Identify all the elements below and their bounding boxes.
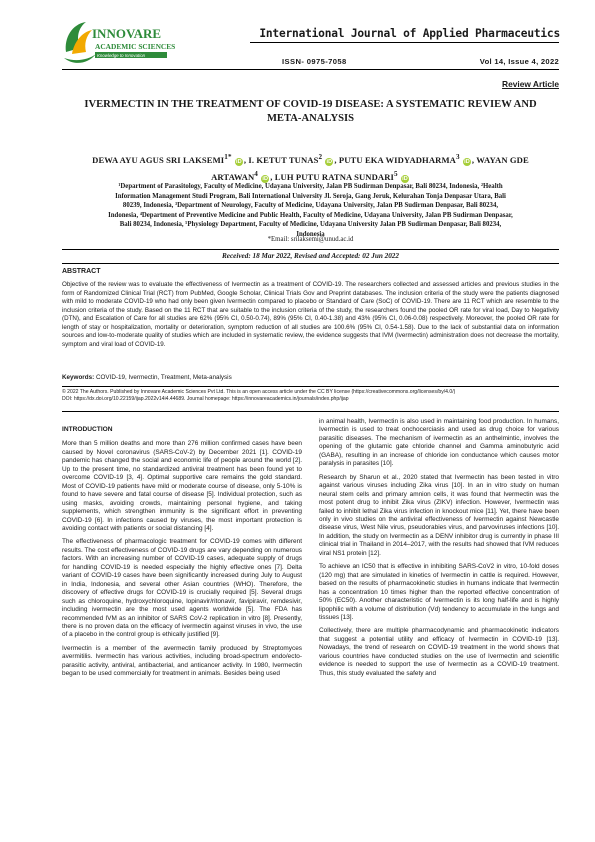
authors-line-1 — [62, 150, 559, 167]
body-paragraph: To achieve an IC50 that is effective in inhibiting SARS-CoV2 in vitro, 10-fold doses (120 mg) that are simulated in kinetics of Ivermectin in cattle is required. However, based on the results of pharmacokinetic studies in humans indicate that Ivermectin has a concentration 10 times higher than the reported effective concentration of 50% (EC50). Another characteristic of Ivermectin is its long half-life and is highly lipophilic with a volume of distribution (Vd) tendency to accumulate in the lungs and tissues [13]. — [319, 563, 559, 621]
author-list — [62, 150, 559, 184]
keywords — [62, 374, 559, 381]
author-name: , WAYAN GDE — [471, 154, 529, 165]
body-paragraph: Collectively, there are multiple pharmacodynamic and pharmacokinetic indicators that suggest a potential utility and efficacy of Ivermectin in COVID-19 [13]. Nowadays, the trend of research on COVID-19 treatment in the world shows that various countries have conducted studies on the use of Ivermectin and scientific evidence is needed to support the use of Ivermectin as a COVID-19 treatment. Thus, this study evaluated the safety and — [319, 627, 559, 677]
affiliations — [62, 182, 559, 240]
orcid-icon[interactable]: iD — [464, 158, 470, 165]
author-sup: 3 — [455, 153, 460, 161]
divider — [62, 411, 559, 412]
author-sup: 1* — [224, 153, 232, 161]
article-type: Review Article — [502, 79, 559, 89]
author-name: , I. KETUT TUNAS — [243, 154, 319, 165]
doi-line[interactable]: DOI: https://dx.doi.org/10.22159/ijap.2022v14i4.44689. Journal homepage: https://innovareacademics.in/journals/index.php/ijap — [62, 396, 349, 403]
divider — [62, 263, 559, 264]
journal-title: International Journal of Applied Pharmaceutics — [259, 27, 560, 40]
affiliation-line: Information Management Studi Program, Bali International University Jl. Seroja, Gang Jeruk, Kelurahan Tonja Denpasar Utara, Bali — [115, 192, 506, 200]
body-column-left — [62, 426, 302, 684]
affiliation-line: Indonesia — [296, 230, 325, 238]
paper-title — [62, 98, 559, 126]
divider — [62, 386, 559, 387]
author-sup: 5 — [393, 169, 398, 178]
license-line[interactable]: © 2022 The Authors. Published by Innovare Academic Sciences Pvt Ltd. This is an open access article under the CC BY license (https://creativecommons.org/licenses/by/4.0/) — [62, 389, 456, 395]
affiliation-line: 80239, Indonesia, ³Department of Neurology, Faculty of Medicine, Udayana University, Jalan PB Sudirman Denpasar, Bali 80234, — [122, 202, 499, 210]
orcid-icon[interactable]: iD — [236, 158, 242, 165]
body-paragraph: Research by Sharun et al., 2020 stated that Ivermectin has been tested in vitro against various viruses including Zika virus [10]. In an in vitro study on human neural stem cells and primary amnion cells, it was found that Ivermectin was the most potent drug to inhibit Zika virus (ZIKV) infection. However, Ivermectin was failed to inhibit lethal Zika virus infection in knockout mice [11]. Yet, there have been only in vivo studies on the antiviral effectiveness of Ivermectin against Newcastle disease virus, West Nile virus, pseudorabies virus, and parvoviruses infections [10]. In addition, the study on Ivermectin as a DENV inhibitor drug is currently in phase III clinical trial in Thailand in 2014–2017, with the results had showed that IVM reduces viral NS1 protein [12]. — [319, 473, 559, 557]
header-divider-2 — [62, 69, 559, 70]
orcid-icon[interactable]: iD — [402, 175, 408, 182]
logo-name: INNOVARE — [92, 26, 162, 41]
license-notice — [62, 389, 559, 403]
header-divider — [250, 42, 559, 43]
author-name: , LUH PUTU RATNA SUNDARI — [270, 171, 394, 182]
orcid-icon[interactable]: iD — [326, 158, 333, 165]
section-heading-introduction: INTRODUCTION — [62, 426, 113, 433]
volume-issue: Vol 14, Issue 4, 2022 — [479, 57, 559, 66]
affiliation-line: ¹Department of Parasitology, Faculty of Medicine, Udayana University, Jalan PB Sudirman Denpasar, Bali 80234, Indonesia, ²Health — [118, 183, 503, 190]
issn: ISSN- 0975-7058 — [282, 57, 347, 66]
body-paragraph: Ivermectin is a member of the avermectin family produced by Streptomyces avermitilis. Ivermectin has various activities, including broad-spectrum endo/ecto-parasitic activity, antiviral, antibacterial, and anticancer activity. In 1980, Ivermectin began to be used commercially for treatment in animals. Besides being used — [62, 644, 302, 678]
author-sup: 4 — [254, 169, 258, 178]
journal-logo[interactable] — [62, 18, 180, 70]
keywords-label: Keywords: — [62, 374, 95, 381]
abstract-heading: ABSTRACT — [62, 268, 101, 275]
corresponding-email[interactable]: *Email: srilaksemi@unud.ac.id — [267, 236, 354, 243]
innovare-logo-icon — [62, 18, 180, 70]
author-name: , PUTU EKA WIDYADHARMA — [334, 154, 456, 165]
title-line-1: IVERMECTIN IN THE TREATMENT OF COVID-19 DISEASE: A SYSTEMATIC REVIEW AND — [84, 99, 537, 110]
abstract-text: Objective of the review was to evaluate the effectiveness of Ivermectin as a treatment of COVID-19. The researchers collected and assessed articles and previous studies in the form of Randomized Clinical Trial (RCT) from PubMed, Google Scholar, Clinical Trials Gov and Preprint databases. The inclusion criteria of the study were the patients diagnosed with mild to moderate COVID-19 who had only been given Ivermectin compared to placebo or Standard of Care (SoC) of COVID-19. There are 11 RCT which are resemble to the inclusion criteria of the study. Based on the 11 RCT that are suitable to the inclusion criteria of the study, the researchers found the pooled OR rate for viral load, Day to Negativity (DTN), and Escalation of Care for all studies are 62% (95% CI, 0.50-0.74), 89% (95% CI, 0.40-1.38) and 43% (95% CI, 0.06-0.08) respectively. Moreover, the pooled OR rate for length of stay or hospitalization, mortality or deterioration, symptom reduction of all studies are 100.6% (95% CI, 0.54-1.58). Due to the lack of substantial data on information sources and low-to-moderate quality of studies which are included in systematic review, the evidence suggests that IVM (Ivermectin) administration does not decrease the mortality, symptom and viral load of COVID-19. — [62, 281, 559, 348]
affiliation-line: Bali 80234, Indonesia, ⁵Physiology Department, Faculty of Medicine, Udayana University Jalan PB Sudirman Denpasar, Bali 80234, — [119, 221, 502, 229]
author-name: DEWA AYU AGUS SRI LAKSEMI — [92, 154, 225, 165]
author-name: ARTAWAN — [211, 171, 255, 182]
author-sup: 2 — [318, 153, 323, 161]
logo-subtitle: ACADEMIC SCIENCES — [95, 42, 176, 51]
body-paragraph: in animal health, Ivermectin is also used in maintaining food production. In humans, Ivermectin is used to treat onchocerciasis and used as drug choice for various parasitic diseases. The mechanism of ivermectin as an anthelmintic, involves the opening of the glutamic gate chloride channel and Gamma aminobutyric acid (GABA), resulting in an increase of chloride ion conductance which causes motor paralysis in parasites [10]. — [319, 418, 559, 468]
received-dates: Received: 18 Mar 2022, Revised and Accepted: 02 Jun 2022 — [222, 252, 399, 260]
title-line-2: META-ANALYSIS — [266, 113, 355, 124]
body-paragraph: More than 5 million deaths and more than 276 million confirmed cases have been caused by Novel coronavirus (SARS-CoV-2) by December 2021 [1]. COVID-19 pandemic has changed the social and economic life of people around the world [2]. Up to the present time, no standardized antiviral treatment has been found yet to overcome COVID-19 [3, 4]. Optimal supportive care remains the gold standard. Most of COVID-19 patients have mild or moderate course of disease, only 5-10% is found to have severe and fatal course of disease [5]. Individual protection, such as using masks, avoiding crowds, maintaining personal hygiene, and taking supplements, which strengthen immunity is the significant effort in preventing COVID-19 [6]. In infections caused by viruses, the most important protection is avoiding contact with patients or social distancing [4]. — [62, 440, 302, 532]
keywords-list: COVID-19, Ivermectin, Treatment, Meta-analysis — [94, 374, 232, 381]
divider — [62, 249, 559, 250]
orcid-icon[interactable]: iD — [262, 175, 269, 182]
affiliation-line: Indonesia, ⁴Department of Preventive Medicine and Public Health, Faculty of Medicine, Udayana University, Jalan PB Sudirman Denpasar, — [108, 211, 513, 219]
logo-tagline: Knowledge to Innovation — [97, 52, 146, 58]
body-column-right — [319, 418, 559, 683]
body-paragraph: The effectiveness of pharmacologic treatment for COVID-19 comes with different results. The cost effectiveness of COVID-19 drugs are vary depending on numerous factors. With an increasing number of COVID-19 cases, adequate supply of drugs for handling COVID-19 is needed especially the highly effective ones [7]. Delta variant of COVID-19 cases have been significantly increased during July to August in India, Indonesia, and several other Asian countries (WHO). Therefore, the discovery of effective drugs for COVID-19 is crucially required [5]. Several drugs such as chloroquine, hydroxychloroquine, lopinavir/ritonavir, favipiravir, remdesivir, including ivermectin are the most used agents worldwide [5]. The FDA has recommended IVM as an inhibitor of SARS CoV-2 replication in vitro [8]. Presently, there is no proven data on the efficacy of ivermectin against viruses in vivo, the use of a placebo in the control group is ethically justified [9]. — [62, 538, 302, 639]
